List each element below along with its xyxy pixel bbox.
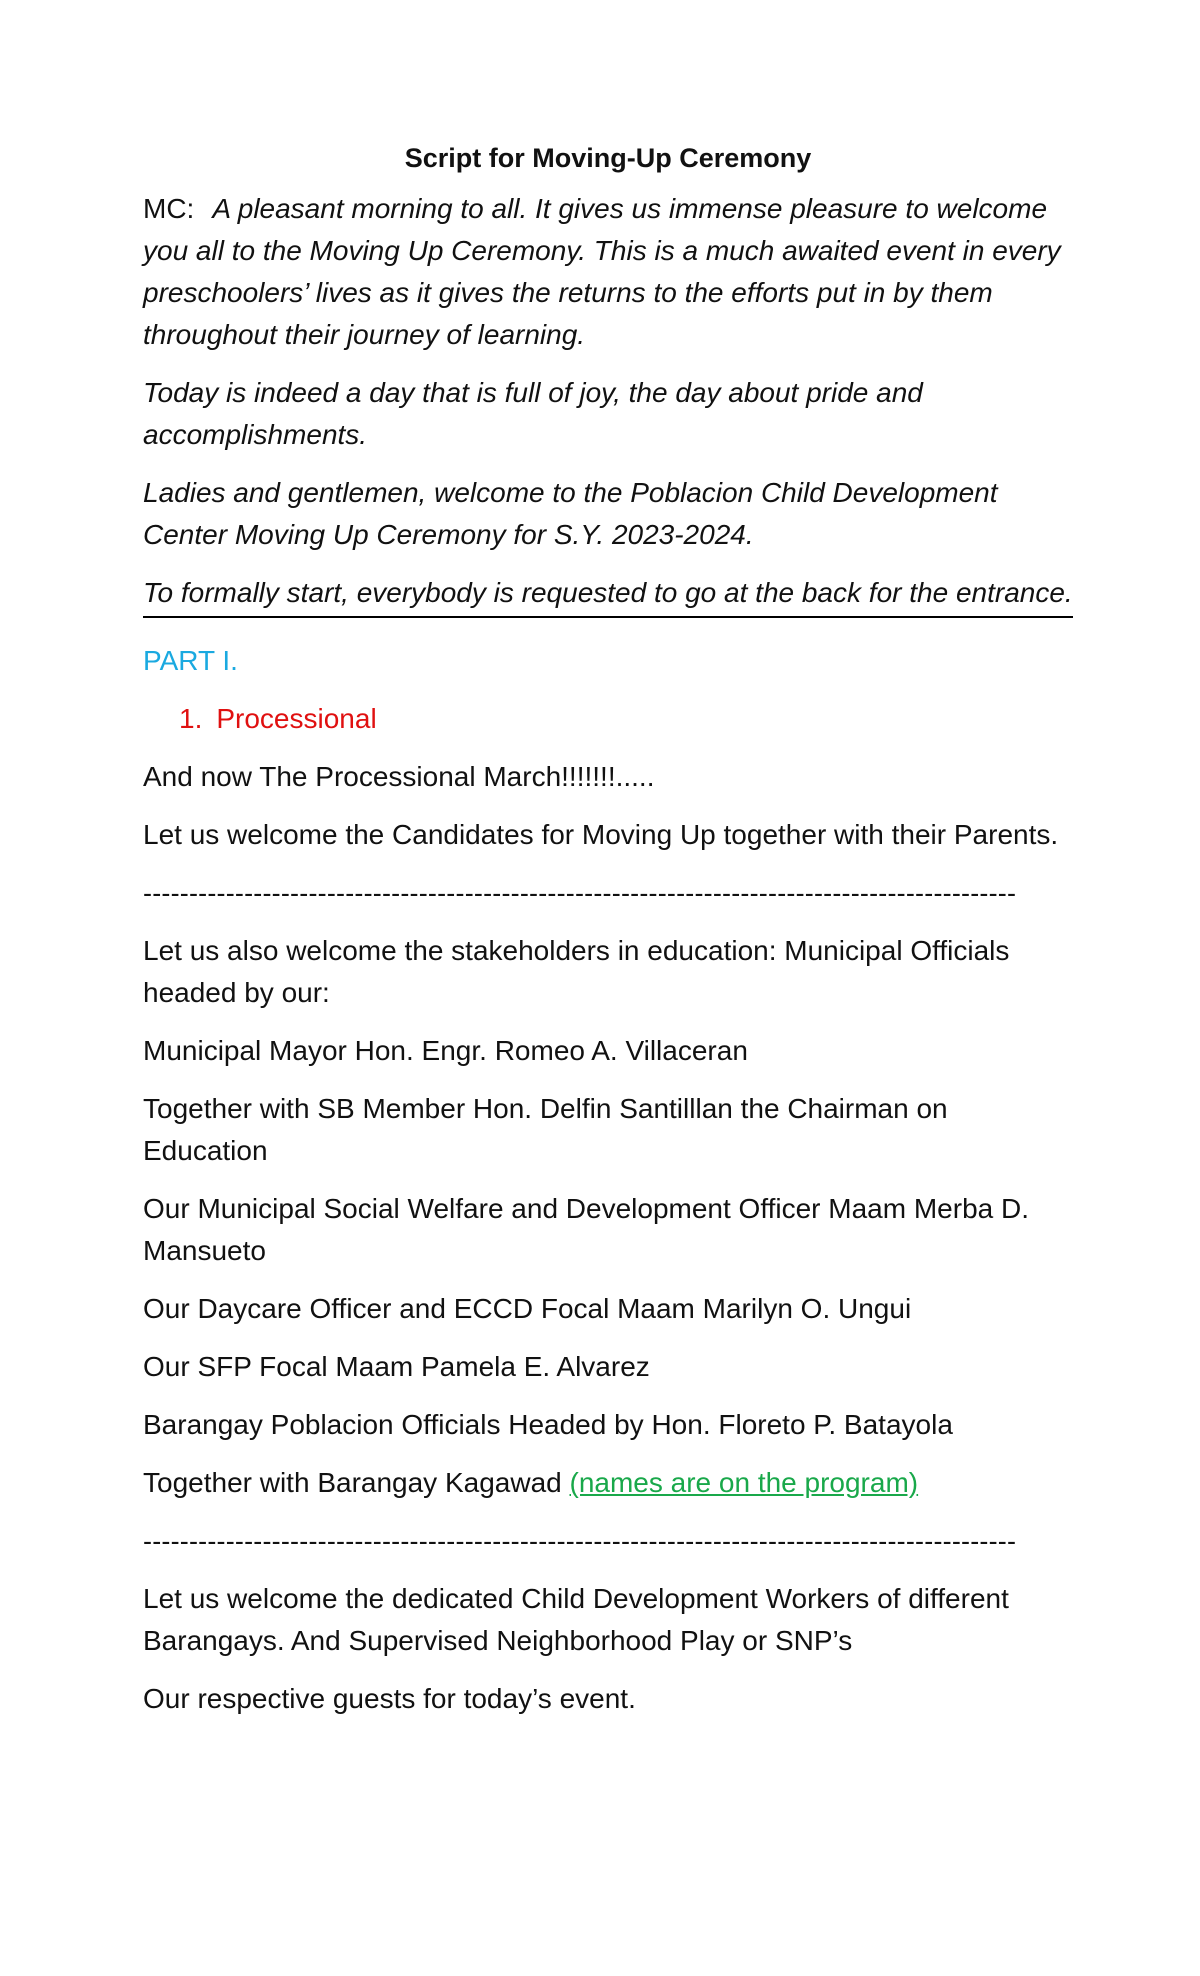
- horizontal-rule: [143, 616, 1073, 618]
- program-names-link[interactable]: (names are on the program): [569, 1467, 919, 1498]
- intro-paragraph-2: Today is indeed a day that is full of joy, the day about pride and accomplishments.: [143, 377, 923, 450]
- official-line-1: Municipal Mayor Hon. Engr. Romeo A. Villaceran: [143, 1035, 748, 1066]
- intro-paragraph-4: To formally start, everybody is requested to go at the back for the entrance.: [143, 577, 1073, 608]
- intro-text-1: A pleasant morning to all. It gives us immense pleasure to welcome you all to the Moving Up Ceremony. This is a much awaited event in every preschoolers’ lives as it gives the returns to the efforts put in by them throughout their journey of learning.: [143, 193, 1061, 350]
- intro-paragraph-1: [143, 188, 1073, 356]
- official-line-6: Barangay Poblacion Officials Headed by Hon. Floreto P. Batayola: [143, 1409, 953, 1440]
- official-line-5: Our SFP Focal Maam Pamela E. Alvarez: [143, 1351, 650, 1382]
- section-number: 1.: [179, 703, 203, 734]
- processional-line-2: Let us welcome the Candidates for Moving Up together with their Parents.: [143, 819, 1059, 850]
- section-label: Processional: [216, 703, 377, 734]
- mc-label: MC:: [143, 193, 195, 224]
- kagawad-line: [143, 1462, 1073, 1504]
- closing-line-2: Our respective guests for today’s event.: [143, 1683, 636, 1714]
- official-line-4: Our Daycare Officer and ECCD Focal Maam Marilyn O. Ungui: [143, 1293, 912, 1324]
- officials-intro: Let us also welcome the stakeholders in education: Municipal Officials headed by our:: [143, 935, 1010, 1008]
- part-heading: PART I.: [143, 645, 238, 676]
- official-line-2: Together with SB Member Hon. Delfin Santilllan the Chairman on Education: [143, 1093, 948, 1166]
- document-page: [143, 140, 1073, 1736]
- intro-paragraph-3: Ladies and gentlemen, welcome to the Poblacion Child Development Center Moving Up Ceremony for S.Y. 2023-2024.: [143, 477, 998, 550]
- dash-separator-2: -----------------------------------------------------------------------------------------------: [143, 1526, 1017, 1556]
- official-line-3: Our Municipal Social Welfare and Development Officer Maam Merba D. Mansueto: [143, 1193, 1029, 1266]
- dash-separator-1: -----------------------------------------------------------------------------------------------: [143, 878, 1017, 908]
- closing-line-1: Let us welcome the dedicated Child Development Workers of different Barangays. And Supervised Neighborhood Play or SNP’s: [143, 1583, 1009, 1656]
- processional-line-1: And now The Processional March!!!!!!!.....: [143, 761, 655, 792]
- document-title: Script for Moving-Up Ceremony: [404, 143, 812, 173]
- kagawad-text: Together with Barangay Kagawad: [143, 1467, 570, 1498]
- section-heading: [143, 698, 1073, 740]
